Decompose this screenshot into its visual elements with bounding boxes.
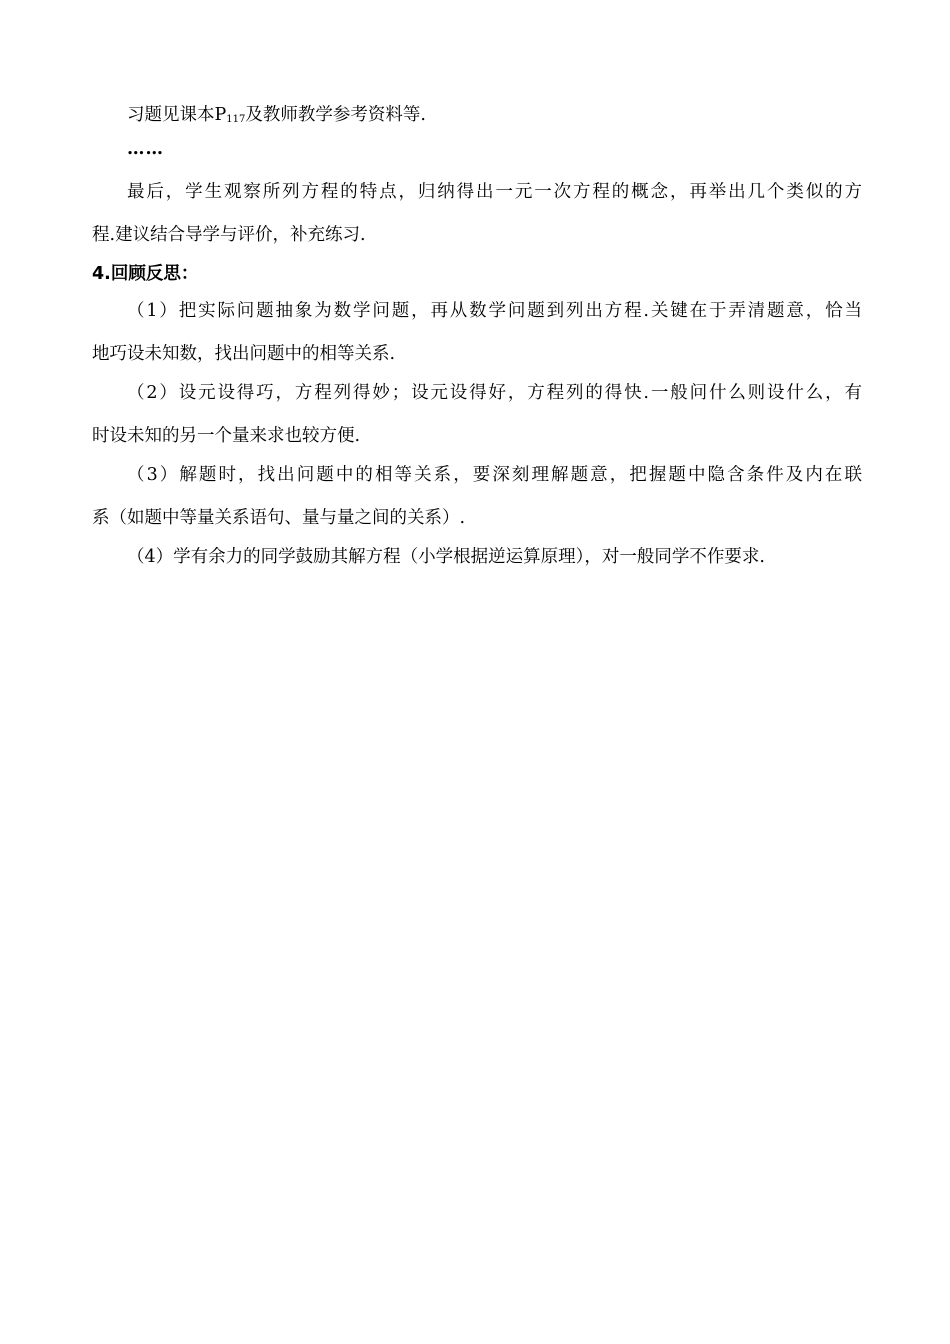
point-1-line-2: 地巧设未知数，找出问题中的相等关系. — [92, 344, 396, 364]
point-2-line-2: 时设未知的另一个量来求也较方便. — [92, 426, 361, 446]
summary-line-2: 程.建议结合导学与评价，补充练习. — [92, 225, 366, 245]
point-3-line-1: （3）解题时，找出问题中的相等关系，要深刻理解题意，把握题中隐含条件及内在联 — [127, 465, 862, 485]
point-3-line-2: 系（如题中等量关系语句、量与量之间的关系）. — [92, 508, 466, 528]
exercise-prefix: 习题见课本P — [127, 105, 227, 125]
exercise-suffix: 及教师教学参考资料等. — [245, 105, 426, 125]
ellipsis: …… — [127, 139, 164, 159]
point-4-line-1: （4）学有余力的同学鼓励其解方程（小学根据逆运算原理），对一般同学不作要求. — [127, 547, 765, 567]
exercise-page-subscript: 117 — [226, 114, 246, 125]
section-heading: 4.回顾反思： — [92, 264, 199, 284]
exercise-reference — [127, 103, 862, 132]
point-1-line-1: （1）把实际问题抽象为数学问题，再从数学问题到列出方程.关键在于弄清题意，恰当 — [127, 301, 862, 321]
point-2-line-1: （2）设元设得巧，方程列得妙；设元设得好，方程列的得快.一般问什么则设什么，有 — [127, 383, 862, 403]
summary-line-1: 最后，学生观察所列方程的特点，归纳得出一元一次方程的概念，再举出几个类似的方 — [127, 182, 862, 202]
